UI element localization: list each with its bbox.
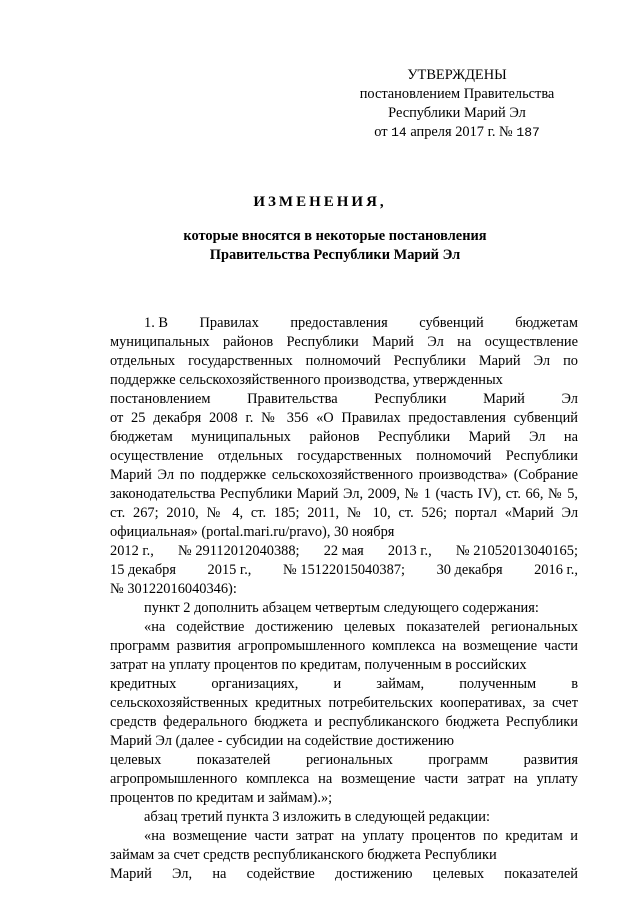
word: предоставления [290, 315, 388, 331]
word: кредитных [110, 676, 177, 692]
word: 2015 г., [207, 562, 252, 578]
word: 1. В [144, 315, 168, 331]
word: программ [428, 752, 489, 768]
word: показателей [504, 866, 578, 882]
approval-date-month-year: апреля 2017 г. № [410, 124, 513, 140]
paragraph-1-line-b [110, 390, 578, 409]
paragraph-1-text: муниципальных районов Республики Марий Эл на осуществление отдельных государственных полномочий Республики Марий Эл по поддержке сельскохозяйственного производства, утвержденных [110, 334, 578, 388]
word: Эл, [172, 866, 193, 882]
paragraph-3-text: «на содействие достижению целевых показателей региональных программ развития агропромышленного комплекса на возмещение части затрат на уплату процентов по кредитам, полученным в российских [110, 619, 578, 673]
document-body [110, 314, 578, 884]
word: организациях, [211, 676, 299, 692]
paragraph-1-line-c [110, 542, 578, 561]
paragraph-1-first-line [110, 314, 578, 333]
word: бюджетам [515, 315, 578, 331]
word: целевых [432, 866, 485, 882]
word: и [333, 676, 342, 692]
word: в [571, 676, 578, 692]
document-title: ИЗМЕНЕНИЯ, [253, 194, 387, 210]
word: № 21052013040165; [455, 543, 578, 559]
word: Республики [374, 391, 447, 407]
word: 22 мая [323, 543, 364, 559]
document-subtitle [170, 227, 500, 265]
subtitle-line-2: Правительства Республики Марий Эл [209, 247, 461, 263]
paragraph-3-line-b [110, 675, 578, 694]
approval-date-prefix: от [374, 124, 388, 140]
paragraph-1-text-2: от 25 декабря 2008 г. № 356 «О Правилах предоставления субвенций бюджетам муниципальных районов Республики Марий Эл на осуществление отдельных государственных полномочий Республики Марий Эл по поддержке сельскохозяйственного производства» (Собрание законодательства Республики Марий Эл, 2009, № 1 (часть IV), ст. 66, № 5, ст. 267; 2010, № 4, ст. 185; 2011, № 10, ст. 526; портал «Марий Эл официальная» (portal.mari.ru/pravo), 30 ноября [110, 410, 578, 540]
paragraph-3-text-3: агропромышленного комплекса на возмещение части затрат на уплату процентов по кредитам и займам).»; [110, 771, 578, 806]
word: субвенций [419, 315, 484, 331]
word: достижению [334, 866, 413, 882]
paragraph-1-end: № 30122016040346): [110, 581, 237, 597]
word: Марий [483, 391, 525, 407]
paragraph-3-line-c [110, 751, 578, 770]
word: региональных [305, 752, 393, 768]
word: постановлением [110, 391, 211, 407]
word: Эл [561, 391, 578, 407]
word: Марий [110, 866, 152, 882]
paragraph-3-text-2: сельскохозяйственных кредитных потребительских кооперативах, за счет средств федерального бюджета и республиканского бюджета Республики Марий Эл (далее - субсидии на содействие достижению [110, 695, 578, 749]
word: целевых [110, 752, 162, 768]
word: на [212, 866, 227, 882]
word: полученным [459, 676, 537, 692]
paragraph-4: абзац третий пункта 3 изложить в следующей редакции: [144, 809, 490, 825]
word: 2016 г., [534, 562, 578, 578]
approval-issuer-line: постановлением Правительства [359, 86, 555, 102]
word: содействие [246, 866, 315, 882]
approval-stamp [350, 66, 564, 142]
paragraph-1-line-d [110, 561, 578, 580]
word: займам, [376, 676, 425, 692]
paragraph-5-line-b [110, 865, 578, 884]
approval-doc-number: 187 [516, 125, 540, 140]
approval-issuer-line-2: Республики Марий Эл [388, 105, 526, 121]
word: Правилах [199, 315, 259, 331]
paragraph-2: пункт 2 дополнить абзацем четвертым следующего содержания: [144, 600, 539, 616]
word: показателей [196, 752, 271, 768]
word: 15 декабря [110, 562, 176, 578]
word: № 29112012040388; [178, 543, 300, 559]
subtitle-line-1: которые вносятся в некоторые постановления [183, 228, 487, 244]
word: Правительства [247, 391, 338, 407]
approval-heading: УТВЕРЖДЕНЫ [407, 67, 507, 83]
approval-date-day: 14 [391, 125, 407, 140]
paragraph-5-text: «на возмещение части затрат на уплату процентов по кредитам и займам за счет средств республиканского бюджета Республики [110, 828, 578, 863]
word: 2012 г., [110, 543, 154, 559]
word: 30 декабря [436, 562, 503, 578]
word: 2013 г., [387, 543, 432, 559]
word: № 15122015040387; [282, 562, 406, 578]
approval-date-line [350, 123, 564, 142]
word: развития [523, 752, 578, 768]
